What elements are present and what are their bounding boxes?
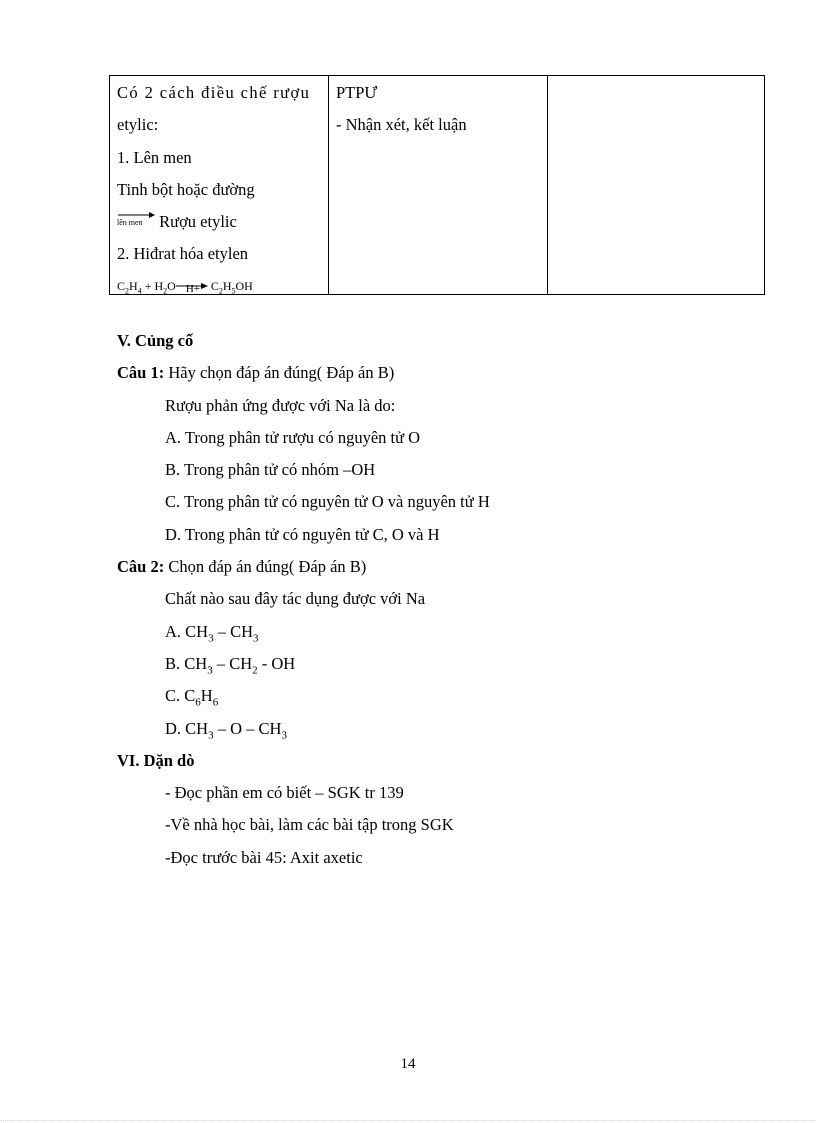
col2-line: - Nhận xét, kết luận bbox=[336, 115, 467, 135]
answer-option: D. Trong phân tử có nguyên tử C, O và H bbox=[165, 524, 440, 544]
page-bottom-divider bbox=[0, 1120, 816, 1121]
col1-line: Tinh bột hoặc đường bbox=[117, 179, 255, 199]
answer-option: A. Trong phân tử rượu có nguyên tử O bbox=[165, 427, 421, 447]
question-stem: Chất nào sau đây tác dụng được với Na bbox=[165, 589, 426, 609]
question-stem: Rượu phản ứng được với Na là do: bbox=[165, 395, 396, 415]
table-col-content bbox=[110, 76, 329, 294]
fermentation-line bbox=[117, 209, 322, 241]
catalyst-label: H+ bbox=[185, 282, 200, 295]
question-2: Câu 2: Chọn đáp án đúng( Đáp án B) bbox=[117, 557, 367, 577]
table-col-activity bbox=[329, 76, 548, 294]
list-item: -Đọc trước bài 45: Axit axetic bbox=[165, 847, 363, 867]
list-item: - Đọc phần em có biết – SGK tr 139 bbox=[165, 783, 404, 803]
answer-option: B. Trong phân tử có nhóm –OH bbox=[165, 460, 376, 480]
reaction-arrow bbox=[117, 210, 155, 230]
content-table bbox=[109, 75, 765, 295]
col1-line: 1. Lên men bbox=[117, 147, 192, 167]
table-col-empty bbox=[548, 76, 764, 294]
arrow-label: lên men bbox=[117, 218, 143, 228]
answer-option: D. $CH_3$ – O – $CH_3$ bbox=[165, 718, 287, 741]
answer-option: C. Trong phân tử có nguyên tử O và nguyên tử H bbox=[165, 492, 490, 512]
answer-option: C. $C_6H_6$ bbox=[165, 686, 219, 709]
document-body bbox=[117, 326, 777, 875]
arrow-right-icon bbox=[176, 282, 208, 290]
col2-line: PTPƯ bbox=[336, 83, 378, 102]
catalyst-arrow bbox=[176, 278, 208, 295]
section-heading: VI. Dặn dò bbox=[117, 750, 195, 770]
page-number: 14 bbox=[400, 1056, 416, 1072]
product-text: Rượu etylic bbox=[159, 212, 237, 232]
col1-line: 2. Hiđrat hóa etylen bbox=[117, 244, 249, 264]
list-item: -Về nhà học bài, làm các bài tập trong SGK bbox=[165, 815, 454, 835]
answer-option: A. $CH_3 - CH_3$ bbox=[165, 621, 259, 644]
section-heading: V. Củng cố bbox=[117, 331, 194, 350]
col1-line: etylic: bbox=[117, 115, 159, 135]
col1-line: Có 2 cách điều chế rượu bbox=[117, 83, 311, 102]
answer-option: B. $CH_3 - CH_2$ - OH bbox=[165, 653, 296, 677]
hydration-equation: $C_2H_4 + H_2O$ H+ $C_2H_5OH$ bbox=[117, 274, 322, 306]
question-1: Câu 1: Hãy chọn đáp án đúng( Đáp án B) bbox=[117, 363, 395, 383]
